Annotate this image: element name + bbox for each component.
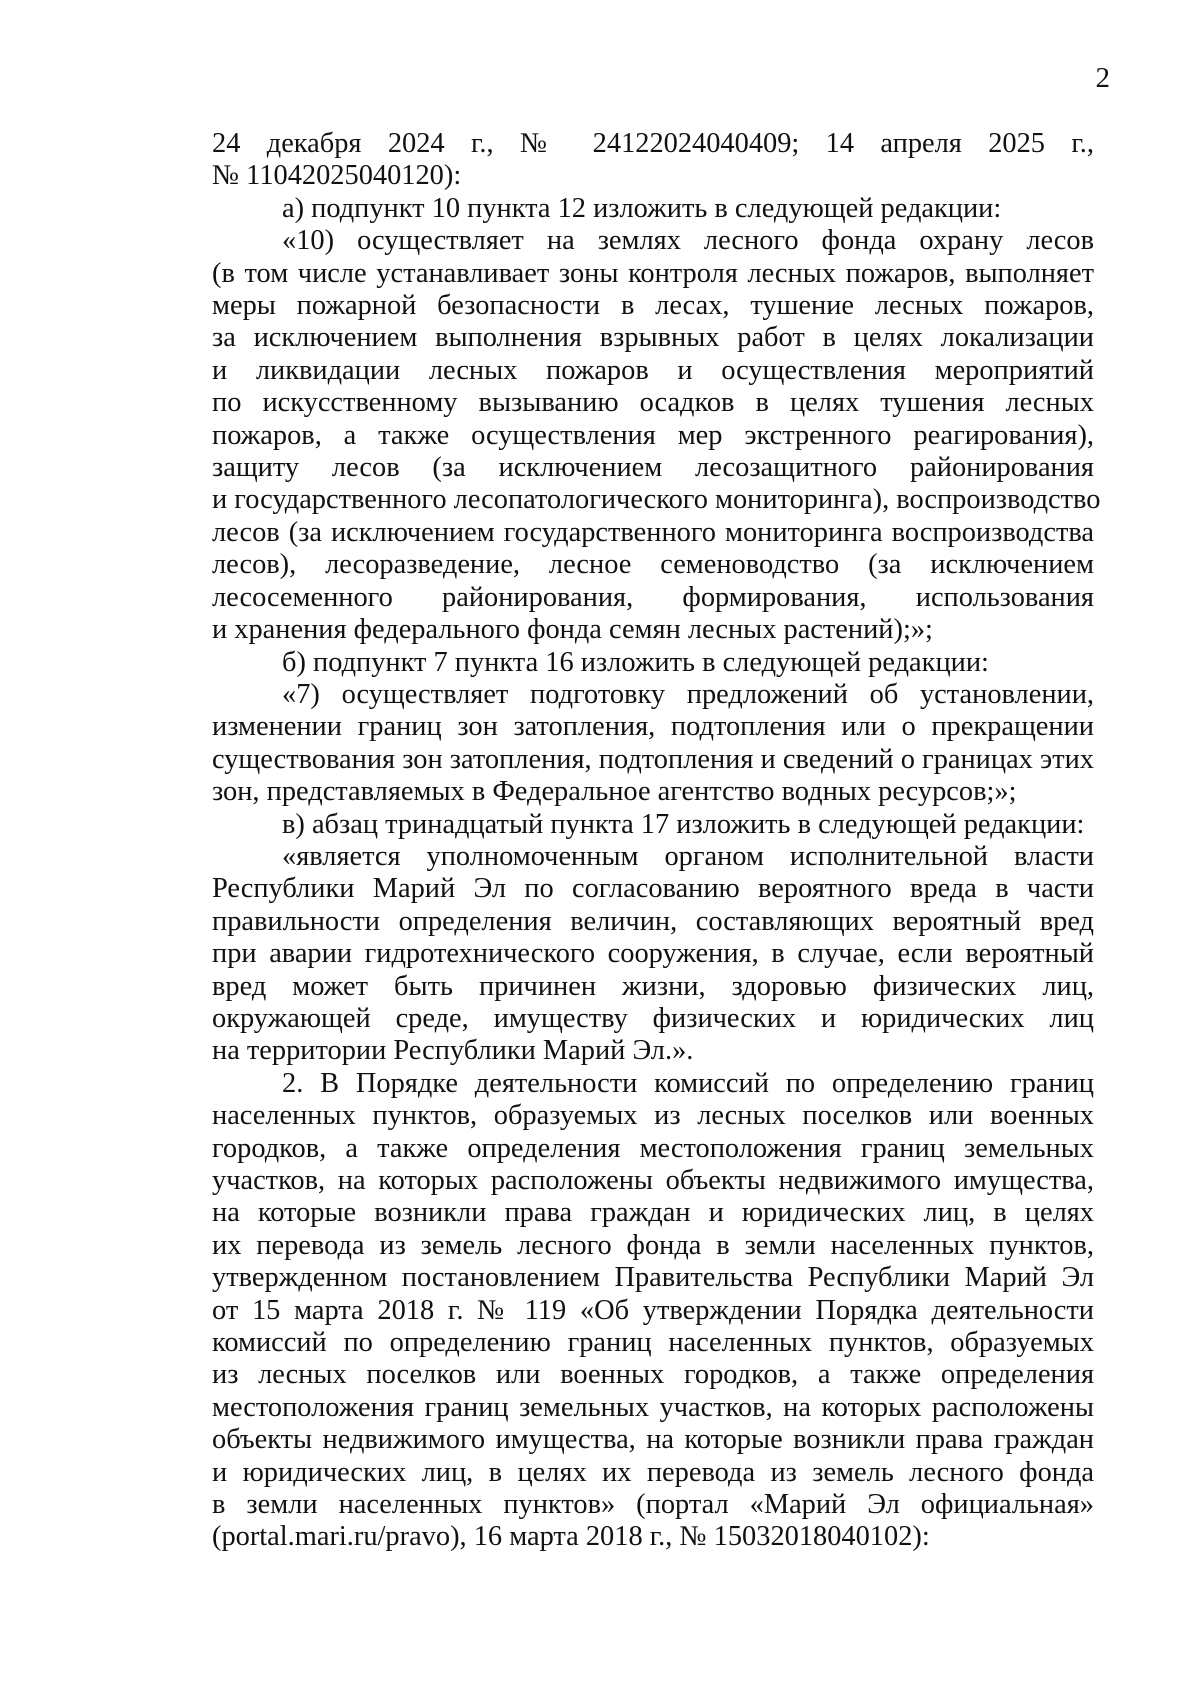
text-line: окружающей среде, имуществу физических и юридических лиц [212, 1002, 1094, 1034]
text-line: и ликвидации лесных пожаров и осуществления мероприятий [212, 354, 1094, 386]
text-line: их перевода из земель лесного фонда в земли населенных пунктов, [212, 1229, 1094, 1261]
text-line: б) подпункт 7 пункта 16 изложить в следующей редакции: [282, 646, 989, 678]
text-line: вред может быть причинен жизни, здоровью физических лиц, [212, 970, 1094, 1002]
text-line: от 15 марта 2018 г. № 119 «Об утверждении Порядка деятельности [212, 1294, 1094, 1326]
text-line: (в том числе устанавливает зоны контроля лесных пожаров, выполняет [212, 257, 1094, 289]
text-line: защиту лесов (за исключением лесозащитного районирования [212, 452, 1094, 484]
text-line: лесов (за исключением государственного мониторинга воспроизводства [212, 516, 1094, 548]
text-line: населенных пунктов, образуемых из лесных поселков или военных [212, 1100, 1094, 1132]
text-line: и юридических лиц, в целях их перевода из земель лесного фонда [212, 1456, 1094, 1488]
text-line: 2. В Порядке деятельности комиссий по определению границ [282, 1067, 1094, 1099]
text-line: Республики Марий Эл по согласованию вероятного вреда в части [212, 873, 1094, 905]
text-line: на которые возникли права граждан и юридических лиц, в целях [212, 1197, 1094, 1229]
text-line: «7) осуществляет подготовку предложений об установлении, [282, 678, 1094, 710]
text-line: в) абзац тринадцатый пункта 17 изложить в следующей редакции: [282, 808, 1085, 840]
text-line: участков, на которых расположены объекты недвижимого имущества, [212, 1165, 1094, 1196]
text-line: в земли населенных пунктов» (портал «Марий Эл официальная» [212, 1489, 1094, 1521]
text-line: пожаров, а также осуществления мер экстренного реагирования), [212, 419, 1094, 451]
text-line: объекты недвижимого имущества, на которые возникли права граждан [212, 1424, 1094, 1456]
text-line: из лесных поселков или военных городков, а также определения [212, 1359, 1094, 1391]
text-line: лесосеменного районирования, формирования, использования [212, 581, 1094, 613]
text-line: правильности определения величин, составляющих вероятный вред [212, 905, 1094, 937]
text-line: на территории Республики Марий Эл.». [212, 1035, 694, 1067]
text-line: зон, представляемых в Федеральное агентство водных ресурсов;»; [212, 776, 1017, 808]
text-line: «является уполномоченным органом исполнительной власти [282, 840, 1094, 872]
text-line: по искусственному вызыванию осадков в целях тушения лесных [212, 387, 1094, 419]
text-line: и хранения федерального фонда семян лесных растений);»; [212, 614, 933, 646]
text-line: «10) осуществляет на землях лесного фонда охрану лесов [282, 225, 1094, 257]
text-line: существования зон затопления, подтопления и сведений о границах этих [212, 743, 1094, 775]
document-body-text [212, 128, 1101, 1554]
text-line: утвержденном постановлением Правительства Республики Марий Эл [212, 1262, 1094, 1294]
text-line: при аварии гидротехнического сооружения, в случае, если вероятный [212, 938, 1094, 970]
text-line: лесов), лесоразведение, лесное семеноводство (за исключением [212, 549, 1094, 581]
text-line: за исключением выполнения взрывных работ в целях локализации [212, 322, 1094, 354]
text-line: 24 декабря 2024 г., № 24122024040409; 14 апреля 2025 г., [212, 128, 1094, 159]
text-line: и государственного лесопатологического мониторинга), воспроизводство [212, 484, 1101, 516]
text-line: городков, а также определения местоположения границ земельных [212, 1132, 1094, 1164]
text-line: а) подпункт 10 пункта 12 изложить в следующей редакции: [282, 192, 1002, 224]
page-number: 2 [1095, 62, 1110, 94]
text-line: меры пожарной безопасности в лесах, тушение лесных пожаров, [212, 290, 1094, 322]
text-line: комиссий по определению границ населенных пунктов, образуемых [212, 1327, 1094, 1359]
text-line: № 11042025040120): [212, 160, 462, 192]
text-line: местоположения границ земельных участков, на которых расположены [212, 1391, 1094, 1423]
text-line: (portal.mari.ru/pravo), 16 марта 2018 г., № 15032018040102): [212, 1521, 930, 1553]
text-line: изменении границ зон затопления, подтопления или о прекращении [212, 711, 1094, 743]
